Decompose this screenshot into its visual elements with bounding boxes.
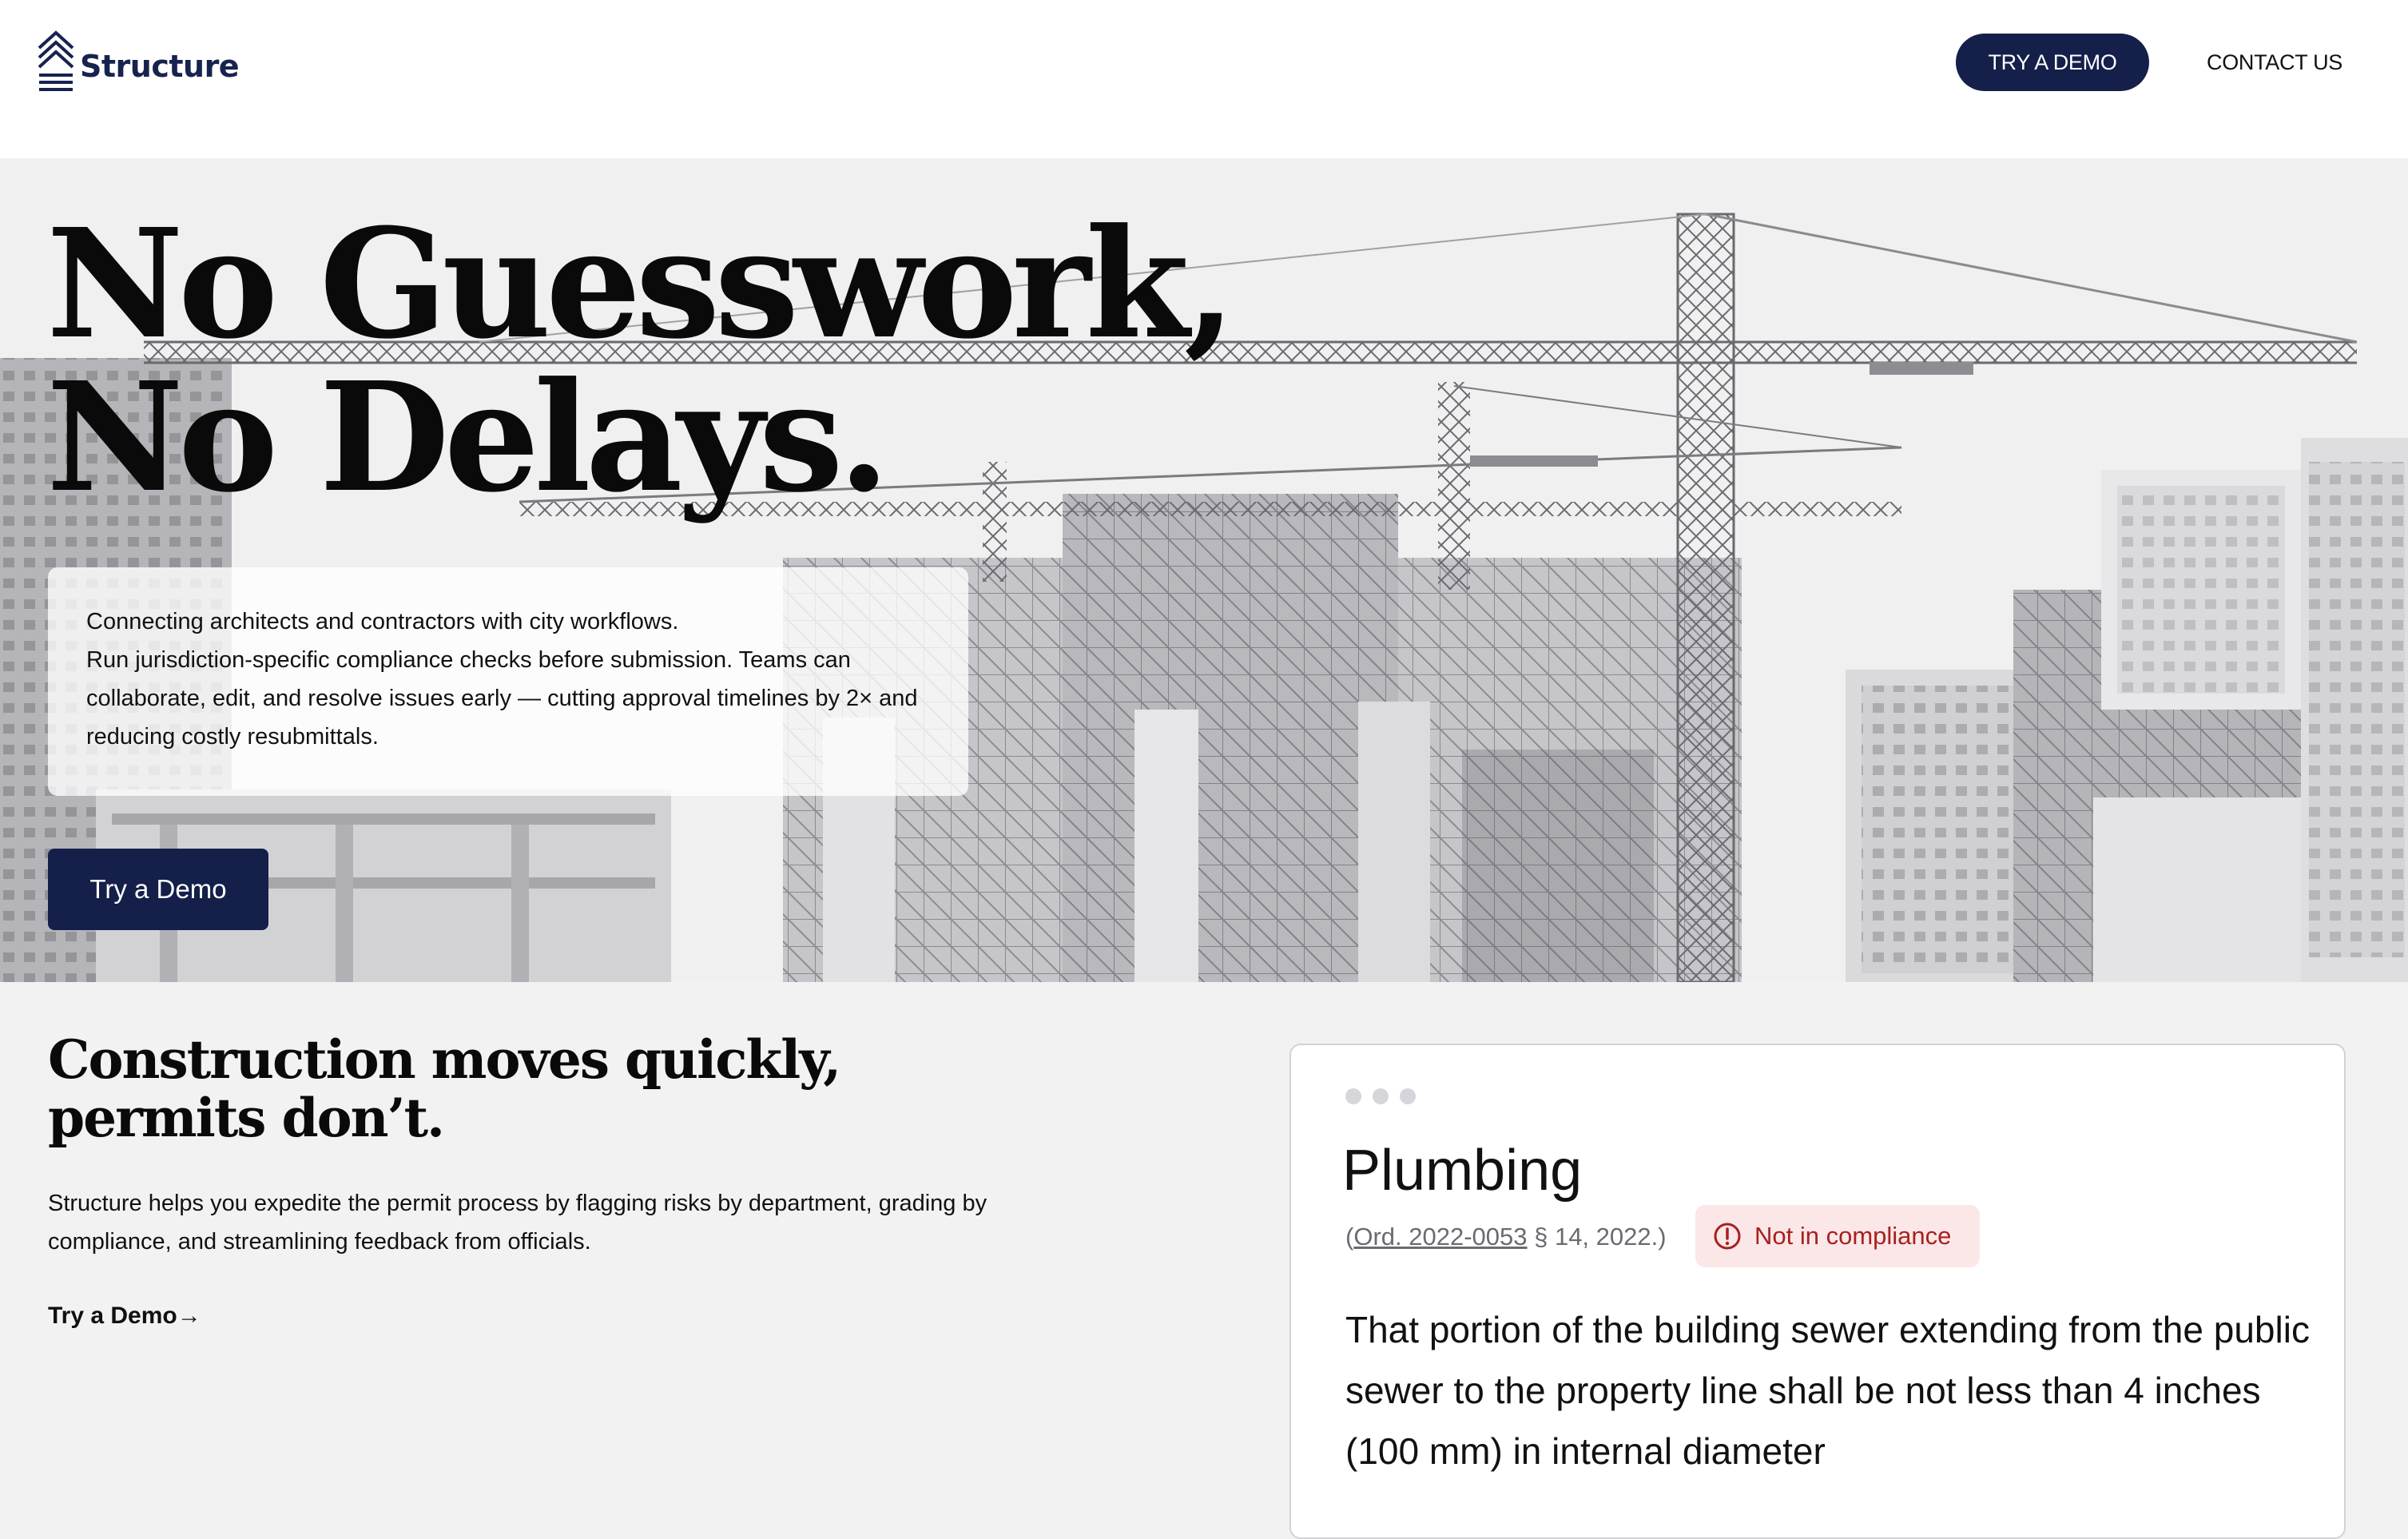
ordinance-code-link[interactable]: Ord. 2022-0053 (1353, 1223, 1528, 1251)
window-dot (1345, 1088, 1361, 1104)
section-title-line-2: permits don’t. (48, 1087, 444, 1149)
hero-description-card (48, 567, 968, 796)
site-header (0, 0, 2408, 158)
nav-try-demo-button[interactable]: TRY A DEMO (1956, 34, 2149, 91)
section-title (48, 1028, 840, 1149)
regulation-text: That portion of the building sewer extending from the public sewer to the property line shall be not less than 4 inches (100 mm) in internal diameter (1345, 1309, 2310, 1472)
window-dots (1345, 1088, 1416, 1104)
window-dot (1400, 1088, 1416, 1104)
compliance-status-label: Not in compliance (1754, 1222, 1952, 1250)
hero-try-demo-button[interactable]: Try a Demo (48, 849, 268, 930)
window-dot (1373, 1088, 1389, 1104)
exclamation-circle-icon (1713, 1222, 1742, 1251)
hero-lead: Connecting architects and contractors with city workflows. (86, 609, 679, 634)
compliance-status-badge (1695, 1205, 1980, 1267)
stacked-chevrons-logo-icon (37, 30, 75, 93)
ordinance-ref-rest: § 14, 2022.) (1527, 1223, 1667, 1251)
compliance-category-title: Plumbing (1342, 1139, 1583, 1203)
hero-section (0, 158, 2408, 982)
hero-description: Run jurisdiction-specific compliance checks before submission. Teams can collaborate, edit, and resolve issues early — cutting approval timelines by 2× and reducing costly resubmittals. (86, 647, 918, 750)
section-body: Structure helps you expedite the permit process by flagging risks by department, grading by compliance, and streamlining feedback from officials. (48, 1191, 987, 1255)
brand-name: Structure (80, 49, 240, 84)
section-try-demo-link[interactable]: Try a Demo→ (48, 1302, 201, 1329)
hero-title (46, 196, 1231, 526)
ordinance-reference (1345, 1223, 1667, 1251)
nav-contact-link[interactable]: CONTACT US (2207, 50, 2343, 74)
section-title-line-1: Construction moves quickly, (48, 1028, 840, 1091)
hero-title-line-2: No Delays. (46, 349, 885, 526)
compliance-preview-card (1289, 1044, 2346, 1539)
ordinance-ref-open: ( (1345, 1223, 1354, 1251)
hero-title-line-1: No Guesswork, (46, 196, 1231, 372)
brand-logo[interactable] (37, 30, 239, 93)
